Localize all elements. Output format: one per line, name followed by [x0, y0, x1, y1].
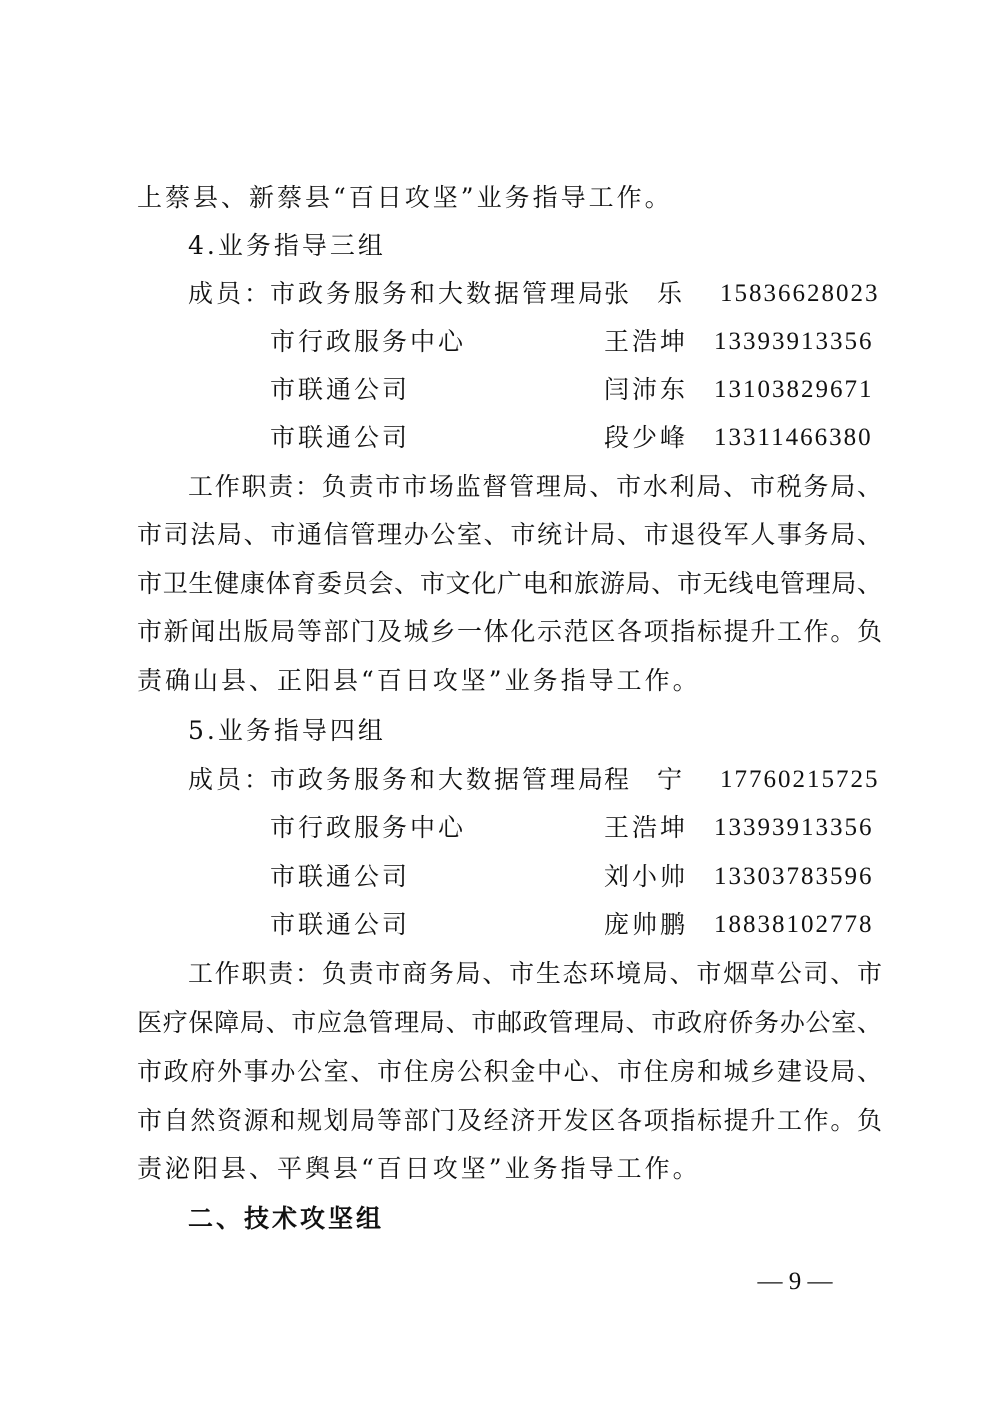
group4-member-unit: 市联通公司 [270, 862, 411, 891]
group3-duty-line: 市新闻出版局等部门及城乡一体化示范区各项指标提升工作。负 [137, 617, 882, 646]
group4-duty-line: 市自然资源和规划局等部门及经济开发区各项指标提升工作。负 [137, 1106, 882, 1135]
group3-member-name: 张乐 [604, 279, 711, 308]
group3-duty-line: 责确山县、正阳县“百日攻坚”业务指导工作。 [137, 666, 701, 695]
group4-member-name: 王浩坤 [604, 813, 689, 842]
group4-member-name: 程宁 [604, 765, 711, 794]
group3-member-phone: 13311466380 [714, 424, 873, 451]
group4-member-phone: 13303783596 [714, 863, 874, 890]
group3-members-label: 成员： [188, 279, 273, 308]
group4-member-unit: 市政务服务和大数据管理局 [270, 765, 607, 794]
group3-member-phone: 13393913356 [714, 328, 874, 355]
group4-duty-line: 工作职责：负责市商务局、市生态环境局、市烟草公司、市 [188, 959, 882, 988]
page-number: — 9 — [757, 1268, 833, 1295]
group3-member-name: 段少峰 [604, 423, 689, 452]
group3-member-name: 闫沛东 [604, 375, 689, 404]
group3-duty-line: 工作职责：负责市市场监督管理局、市水利局、市税务局、 [188, 472, 882, 501]
group3-member-unit: 市联通公司 [270, 423, 411, 452]
group4-member-name: 庞帅鹏 [604, 910, 689, 939]
group4-duty-line: 责泌阳县、平舆县“百日攻坚”业务指导工作。 [137, 1154, 701, 1183]
group4-member-name: 刘小帅 [604, 862, 689, 891]
group4-member-phone: 13393913356 [714, 814, 874, 841]
group4-member-phone: 18838102778 [714, 911, 874, 938]
group4-members-label: 成员： [188, 765, 273, 794]
group3-title: 4.业务指导三组 [188, 231, 386, 260]
group3-member-unit: 市行政服务中心 [270, 327, 467, 356]
text-line-continuation: 上蔡县、新蔡县“百日攻坚”业务指导工作。 [137, 183, 673, 212]
group3-member-unit: 市政务服务和大数据管理局 [270, 279, 607, 308]
group4-member-unit: 市联通公司 [270, 910, 411, 939]
group3-duty-line: 市卫生健康体育委员会、市文化广电和旅游局、市无线电管理局、 [137, 569, 882, 598]
group3-member-phone: 15836628023 [720, 280, 880, 307]
group4-duty-line: 市政府外事办公室、市住房公积金中心、市住房和城乡建设局、 [137, 1057, 882, 1086]
group4-title: 5.业务指导四组 [188, 716, 386, 745]
group3-member-unit: 市联通公司 [270, 375, 411, 404]
group3-duty-line: 市司法局、市通信管理办公室、市统计局、市退役军人事务局、 [137, 520, 882, 549]
group4-member-unit: 市行政服务中心 [270, 813, 467, 842]
section-heading: 二、技术攻坚组 [188, 1204, 385, 1233]
group3-member-phone: 13103829671 [714, 376, 874, 403]
group4-member-phone: 17760215725 [720, 766, 880, 793]
group4-duty-line: 医疗保障局、市应急管理局、市邮政管理局、市政府侨务办公室、 [137, 1008, 882, 1037]
group3-member-name: 王浩坤 [604, 327, 689, 356]
